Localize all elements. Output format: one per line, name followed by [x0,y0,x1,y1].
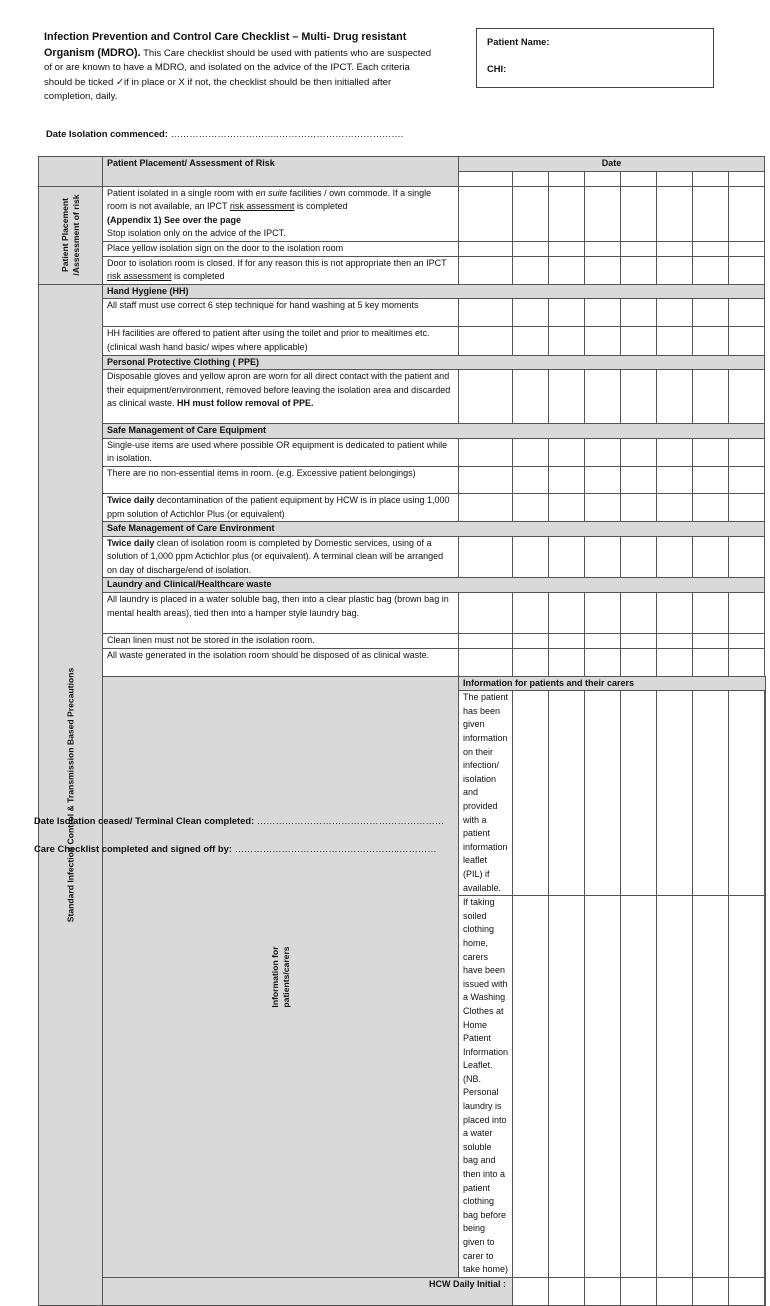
tick-cell[interactable] [693,634,729,649]
tick-cell[interactable] [657,438,693,466]
tick-cell[interactable] [513,256,549,284]
section-standard-precautions [39,284,103,1305]
checklist-item: Door to isolation room is closed. If for any reason this is not appropriate then an IPCT risk assessment is completed [103,256,459,284]
tick-cell[interactable] [657,466,693,493]
checklist-item: If taking soiled clothing home, carers have been issued with a Washing Clothes at Home Patient Information Leaflet. (NB. Personal laundry is placed into a water soluble bag and then into a patient clothing bag before being given to carer to take home) [459,896,513,1278]
tick-cell[interactable] [621,438,657,466]
tick-cell[interactable] [621,171,657,186]
date-commenced-field[interactable]: ……………………………..…………………………………. [167,128,404,139]
tick-cell[interactable] [549,896,585,1278]
tick-cell[interactable] [549,438,585,466]
tick-cell[interactable] [513,171,549,186]
tick-cell[interactable] [513,648,549,676]
subheading-laundry-waste: Laundry and Clinical/Healthcare waste [103,578,765,593]
tick-cell[interactable] [657,241,693,256]
tick-cell[interactable] [621,493,657,521]
tick-cell[interactable] [513,1277,549,1305]
tick-cell[interactable] [693,370,729,424]
tick-cell[interactable] [459,536,513,578]
tick-cell[interactable] [513,186,549,241]
tick-cell[interactable] [549,327,585,355]
tick-cell[interactable] [621,327,657,355]
tick-cell[interactable] [729,327,765,355]
tick-cell[interactable] [459,634,513,649]
tick-cell[interactable] [729,536,765,578]
tick-cell[interactable] [657,256,693,284]
tick-cell[interactable] [765,896,766,1278]
tick-cell[interactable] [693,593,729,634]
tick-cell[interactable] [513,634,549,649]
column-header: Patient Placement/ Assessment of Risk [103,157,459,187]
tick-cell[interactable] [459,370,513,424]
tick-cell[interactable] [621,691,657,896]
tick-cell[interactable] [513,370,549,424]
tick-cell[interactable] [729,466,765,493]
checklist-item: Twice daily decontamination of the patient equipment by HCW is in place using 1,000 ppm solution of Actichlor Plus (or equivalent) [103,493,459,521]
patient-name-label[interactable]: Patient Name: [487,36,550,47]
tick-cell[interactable] [549,370,585,424]
tick-cell[interactable] [549,256,585,284]
tick-cell[interactable] [693,256,729,284]
title-bold: Infection Prevention and Control Care Checklist – Multi- Drug resistant Organism (MDRO). [44,31,407,59]
checklist-item: Disposable gloves and yellow apron are worn for all direct contact with the patient and their equipment/environment, removed before leaving the isolation area and discarded as clinical waste. HH must follow removal of PPE. [103,370,459,424]
tick-cell[interactable] [693,171,729,186]
tick-cell[interactable] [621,593,657,634]
section-standard-label: Standard Infection Control & Transmission Based Precautions [65,667,75,923]
checklist-item: Clean linen must not be stored in the isolation room. [103,634,459,649]
signed-off-label: Care Checklist completed and signed off by: [34,843,232,854]
tick-cell[interactable] [513,691,549,896]
tick-cell[interactable] [459,186,513,241]
tick-cell[interactable] [657,171,693,186]
section-placement-label: Patient Placement /Assessment of risk [59,194,81,276]
tick-cell[interactable] [459,171,513,186]
tick-cell[interactable] [657,634,693,649]
document-title [44,30,436,105]
tick-cell[interactable] [621,256,657,284]
tick-cell[interactable] [549,536,585,578]
tick-cell[interactable] [549,593,585,634]
subheading-care-environment: Safe Management of Care Environment [103,522,765,537]
patient-info-box [476,28,714,88]
tick-cell[interactable] [459,327,513,355]
title-instructions: This Care checklist should be used with patients who are suspected of or are known to have a MDRO, and isolated on the advice of the IPCT. Each criteria should be ticked ✓if in place or X if not, the checklist should be then initialled after completion, daily. [44,47,432,103]
section-placement [39,186,103,284]
tick-cell[interactable] [513,593,549,634]
tick-cell[interactable] [513,299,549,327]
tick-cell[interactable] [729,171,765,186]
tick-cell[interactable] [585,593,621,634]
tick-cell[interactable] [729,186,765,241]
isolation-ceased-field[interactable]: …………………………………………………… [254,815,445,826]
tick-cell[interactable] [729,634,765,649]
tick-cell[interactable] [585,438,621,466]
tick-cell[interactable] [693,186,729,241]
tick-cell[interactable] [549,241,585,256]
tick-cell[interactable] [585,493,621,521]
tick-cell[interactable] [693,299,729,327]
tick-cell[interactable] [549,466,585,493]
tick-cell[interactable] [459,438,513,466]
tick-cell[interactable] [513,241,549,256]
tick-cell[interactable] [693,536,729,578]
tick-cell[interactable] [693,691,729,896]
tick-cell[interactable] [621,1277,657,1305]
tick-cell[interactable] [693,493,729,521]
tick-cell[interactable] [549,493,585,521]
tick-cell[interactable] [729,370,765,424]
tick-cell[interactable] [657,896,693,1278]
tick-cell[interactable] [729,493,765,521]
tick-cell[interactable] [459,299,513,327]
checklist-item: Place yellow isolation sign on the door to the isolation room [103,241,459,256]
isolation-ceased-label: Date Isolation ceased/ Terminal Clean completed: [34,815,255,826]
tick-cell[interactable] [549,186,585,241]
tick-cell[interactable] [549,691,585,896]
tick-cell[interactable] [657,1277,693,1305]
signed-off-line [34,843,437,854]
tick-cell[interactable] [459,256,513,284]
checklist-item: Patient isolated in a single room with en suite facilities / own commode. If a single room is not available, an IPCT risk assessment is completed (Appendix 1) See over the page Stop isolation only on the advice of the IPCT. [103,186,459,241]
tick-cell[interactable] [585,634,621,649]
tick-cell[interactable] [621,241,657,256]
tick-cell[interactable] [459,648,513,676]
tick-cell[interactable] [513,536,549,578]
checklist-table [38,156,766,1306]
tick-cell[interactable] [657,299,693,327]
tick-cell[interactable] [729,1277,765,1305]
tick-cell[interactable] [513,896,549,1278]
signed-off-field[interactable]: ……………………………………………..………… [231,843,437,854]
tick-cell[interactable] [585,536,621,578]
tick-cell[interactable] [621,299,657,327]
tick-cell[interactable] [459,466,513,493]
subheading-information: Information for patients and their carers [459,676,766,691]
tick-cell[interactable] [585,256,621,284]
subheading-hand-hygiene: Hand Hygiene (HH) [103,284,765,299]
tick-cell[interactable] [585,370,621,424]
section-information-label: Information for patients/carers [269,946,291,1008]
tick-cell[interactable] [657,493,693,521]
corner-cell [39,157,103,187]
tick-cell[interactable] [729,896,765,1278]
tick-cell[interactable] [549,648,585,676]
tick-cell[interactable] [693,327,729,355]
tick-cell[interactable] [621,466,657,493]
tick-cell[interactable] [549,171,585,186]
tick-cell[interactable] [585,691,621,896]
tick-cell[interactable] [693,241,729,256]
tick-cell[interactable] [657,593,693,634]
tick-cell[interactable] [657,370,693,424]
checklist-item: Twice daily clean of isolation room is completed by Domestic services, using of a solution of 1,000 ppm Actichlor plus (or equivalent). A terminal clean will be arranged on day of discharge/end of isolation. [103,536,459,578]
checklist-item: All laundry is placed in a water soluble bag, then into a clear plastic bag (brown bag in mental health areas), tied then into a hamper style laundry bag. [103,593,459,634]
tick-cell[interactable] [657,186,693,241]
tick-cell[interactable] [693,1277,729,1305]
tick-cell[interactable] [621,896,657,1278]
subheading-ppe: Personal Protective Clothing ( PPE) [103,355,765,370]
tick-cell[interactable] [657,536,693,578]
date-commenced-label: Date Isolation commenced: [46,128,168,139]
checklist-item: All waste generated in the isolation room should be disposed of as clinical waste. [103,648,459,676]
tick-cell[interactable] [585,241,621,256]
tick-cell[interactable] [729,256,765,284]
tick-cell[interactable] [585,466,621,493]
tick-cell[interactable] [549,1277,585,1305]
tick-cell[interactable] [459,493,513,521]
tick-cell[interactable] [459,241,513,256]
date-header: Date [459,157,765,172]
tick-cell[interactable] [765,1277,766,1305]
tick-cell[interactable] [549,299,585,327]
tick-cell[interactable] [513,438,549,466]
tick-cell[interactable] [549,634,585,649]
tick-cell[interactable] [621,536,657,578]
tick-cell[interactable] [693,438,729,466]
tick-cell[interactable] [585,327,621,355]
checklist-item: The patient has been given information on their infection/ isolation and provided with a patient information leaflet (PIL) if available. [459,691,513,896]
tick-cell[interactable] [513,327,549,355]
tick-cell[interactable] [585,1277,621,1305]
tick-cell[interactable] [693,648,729,676]
tick-cell[interactable] [693,466,729,493]
tick-cell[interactable] [693,896,729,1278]
checklist-item: All staff must use correct 6 step technique for hand washing at 5 key moments [103,299,459,327]
tick-cell[interactable] [585,648,621,676]
tick-cell[interactable] [765,691,766,896]
tick-cell[interactable] [513,493,549,521]
checklist-item: There are no non-essential items in room. (e.g. Excessive patient belongings) [103,466,459,493]
tick-cell[interactable] [585,896,621,1278]
chi-label[interactable]: CHI: [487,63,507,74]
tick-cell[interactable] [621,370,657,424]
tick-cell[interactable] [621,634,657,649]
tick-cell[interactable] [657,691,693,896]
tick-cell[interactable] [621,186,657,241]
tick-cell[interactable] [585,171,621,186]
tick-cell[interactable] [585,186,621,241]
tick-cell[interactable] [729,241,765,256]
subheading-care-equipment: Safe Management of Care Equipment [103,424,765,439]
section-information [103,676,459,1277]
date-commenced-line [46,128,403,139]
hcw-daily-initial-label: HCW Daily Initial : [103,1277,513,1305]
tick-cell[interactable] [459,593,513,634]
tick-cell[interactable] [585,299,621,327]
tick-cell[interactable] [729,299,765,327]
tick-cell[interactable] [729,438,765,466]
tick-cell[interactable] [657,327,693,355]
tick-cell[interactable] [657,648,693,676]
tick-cell[interactable] [729,593,765,634]
tick-cell[interactable] [729,648,765,676]
checklist-item: Single-use items are used where possible OR equipment is dedicated to patient while in isolation. [103,438,459,466]
tick-cell[interactable] [513,466,549,493]
tick-cell[interactable] [621,648,657,676]
checklist-item: HH facilities are offered to patient after using the toilet and prior to mealtimes etc. (clinical wash hand basic/ wipes where applicable) [103,327,459,355]
isolation-ceased-line [34,815,444,826]
tick-cell[interactable] [729,691,765,896]
